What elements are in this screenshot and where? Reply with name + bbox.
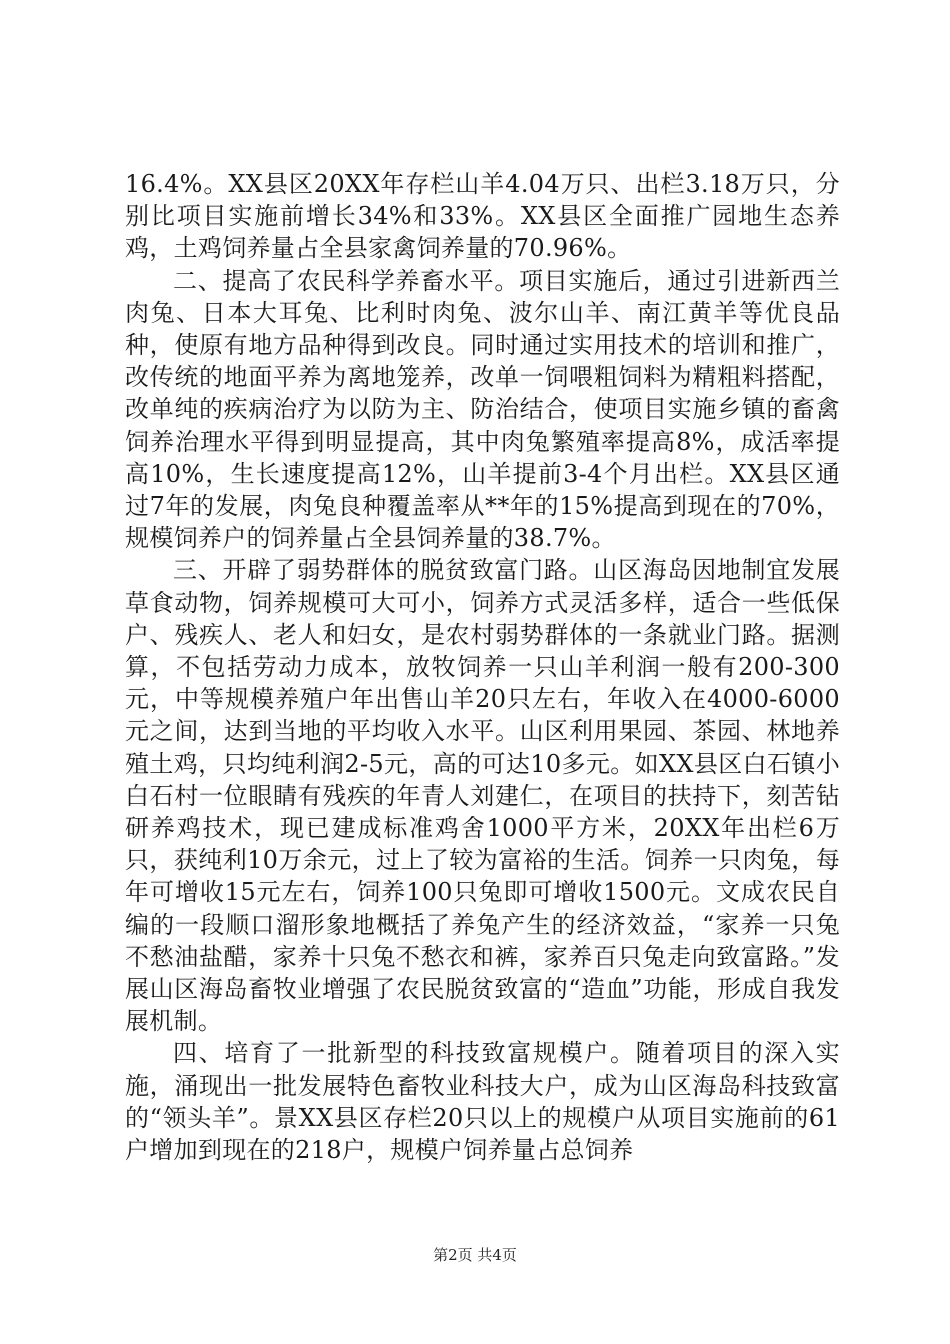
document-body [125,168,840,1166]
paragraph-continuation: 16.4%。XX县区20XX年存栏山羊4.04万只、出栏3.18万只，分别比项目实施前增长34%和33%。XX县区全面推广园地生态养鸡，土鸡饲养量占全县家禽饲养量的70.96%。 [125,170,840,263]
paragraph-section-two: 二、提高了农民科学养畜水平。项目实施后，通过引进新西兰肉兔、日本大耳兔、比利时肉兔、波尔山羊、南江黄羊等优良品种，使原有地方品种得到改良。同时通过实用技术的培训和推广，改传统的地面平养为离地笼养，改单一饲喂粗饲料为精粗料搭配，改单纯的疾病治疗为以防为主、防治结合，使项目实施乡镇的畜禽饲养治理水平得到明显提高，其中肉兔繁殖率提高8%，成活率提高10%，生长速度提高12%，山羊提前3-4个月出栏。XX县区通过7年的发展，肉兔良种覆盖率从**年的15%提高到现在的70%，规模饲养户的饲养量占全县饲养量的38.7%。 [125,266,840,553]
page-footer: 第2页 共4页 [433,1246,517,1264]
paragraph-section-four: 四、培育了一批新型的科技致富规模户。随着项目的深入实施，涌现出一批发展特色畜牧业科技大户，成为山区海岛科技致富的“领头羊”。景XX县区存栏20只以上的规模户从项目实施前的61户增加到现在的218户，规模户饲养量占总饲养 [125,1039,840,1165]
paragraph-section-three: 三、开辟了弱势群体的脱贫致富门路。山区海岛因地制宜发展草食动物，饲养规模可大可小，饲养方式灵活多样，适合一些低保户、残疾人、老人和妇女，是农村弱势群体的一条就业门路。据测算，不包括劳动力成本，放牧饲养一只山羊利润一般有200-300元，中等规模养殖户年出售山羊20只左右，年收入在4000-6000元之间，达到当地的平均收入水平。山区利用果园、茶园、林地养殖土鸡，只均纯利润2-5元，高的可达10多元。如XX县区白石镇小白石村一位眼睛有残疾的年青人刘建仁，在项目的扶持下，刻苦钻研养鸡技术，现已建成标准鸡舍1000平方米，20XX年出栏6万只，获纯利10万余元，过上了较为富裕的生活。饲养一只肉兔，每年可增收15元左右，饲养100只兔即可增收1500元。文成农民自编的一段顺口溜形象地概括了养兔产生的经济效益，“家养一只兔不愁油盐醋，家养十只兔不愁衣和裤，家养百只兔走向致富路。”发展山区海岛畜牧业增强了农民脱贫致富的“造血”功能，形成自我发展机制。 [125,556,840,1036]
